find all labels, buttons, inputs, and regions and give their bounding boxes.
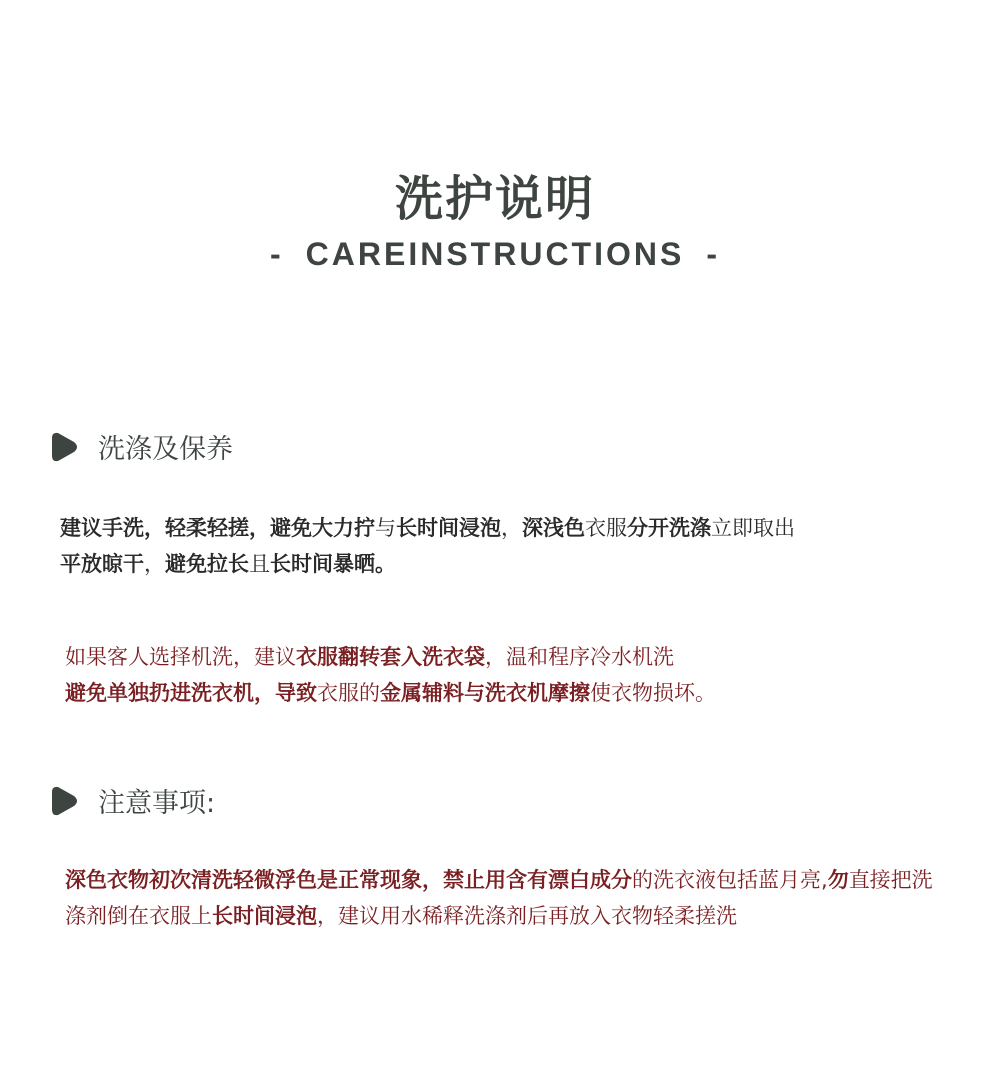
body-text: 如果客人选择机洗，建议 [65, 645, 296, 669]
machine-wash-paragraph [65, 639, 945, 711]
emphasis-text: 长时间暴晒。 [270, 552, 396, 576]
emphasis-text: 建议手洗，轻柔轻搓，避免大力拧 [60, 516, 375, 540]
emphasis-text: 长时间浸泡 [212, 904, 317, 928]
emphasis-text: 深色衣物初次清洗轻微浮色是正常现象，禁止用含有漂白成分 [65, 868, 632, 892]
emphasis-text: 避免单独扔进洗衣机，导致 [65, 681, 317, 705]
body-text: 衣服 [585, 516, 627, 540]
body-text: 与 [375, 516, 396, 540]
body-text: 使衣物损坏。 [590, 681, 716, 705]
body-text: 且 [249, 552, 270, 576]
section-title-washing: 洗涤及保养 [98, 434, 233, 465]
page-title: 洗护说明 [394, 171, 595, 227]
body-text: 的洗衣液包括蓝月亮, [632, 868, 828, 892]
play-bullet-icon [52, 432, 80, 462]
body-text: ，温和程序冷水机洗 [485, 645, 674, 669]
emphasis-text: 避免拉长 [165, 552, 249, 576]
subtitle-dash-right: - [706, 236, 720, 272]
section-title-notes: 注意事项: [98, 788, 216, 819]
emphasis-text: 衣服翻转套入洗衣袋 [296, 645, 485, 669]
notes-paragraph [65, 862, 935, 934]
emphasis-text: 长时间浸泡 [396, 516, 501, 540]
body-text: ， [501, 516, 522, 540]
page-subtitle [0, 236, 990, 273]
emphasis-text: 深浅色 [522, 516, 585, 540]
body-text: ，建议用水稀释洗涤剂后再放入衣物轻柔搓洗 [317, 904, 737, 928]
washing-paragraph [60, 510, 940, 582]
body-text: 直接把洗涤剂倒在衣服上 [65, 868, 933, 928]
emphasis-text: 分开洗涤 [627, 516, 711, 540]
emphasis-text: 勿 [827, 868, 849, 892]
subtitle-dash-left: - [270, 236, 284, 272]
section-header-washing [52, 427, 233, 466]
body-text: ， [144, 552, 165, 576]
section-header-notes [52, 781, 215, 820]
emphasis-text: 平放晾干 [60, 552, 144, 576]
emphasis-text: 金属辅料与洗衣机摩擦 [380, 681, 590, 705]
play-bullet-icon [52, 786, 80, 816]
subtitle-text: CAREINSTRUCTIONS [305, 236, 685, 272]
body-text: 立即取出 [711, 516, 795, 540]
body-text: 衣服的 [317, 681, 380, 705]
